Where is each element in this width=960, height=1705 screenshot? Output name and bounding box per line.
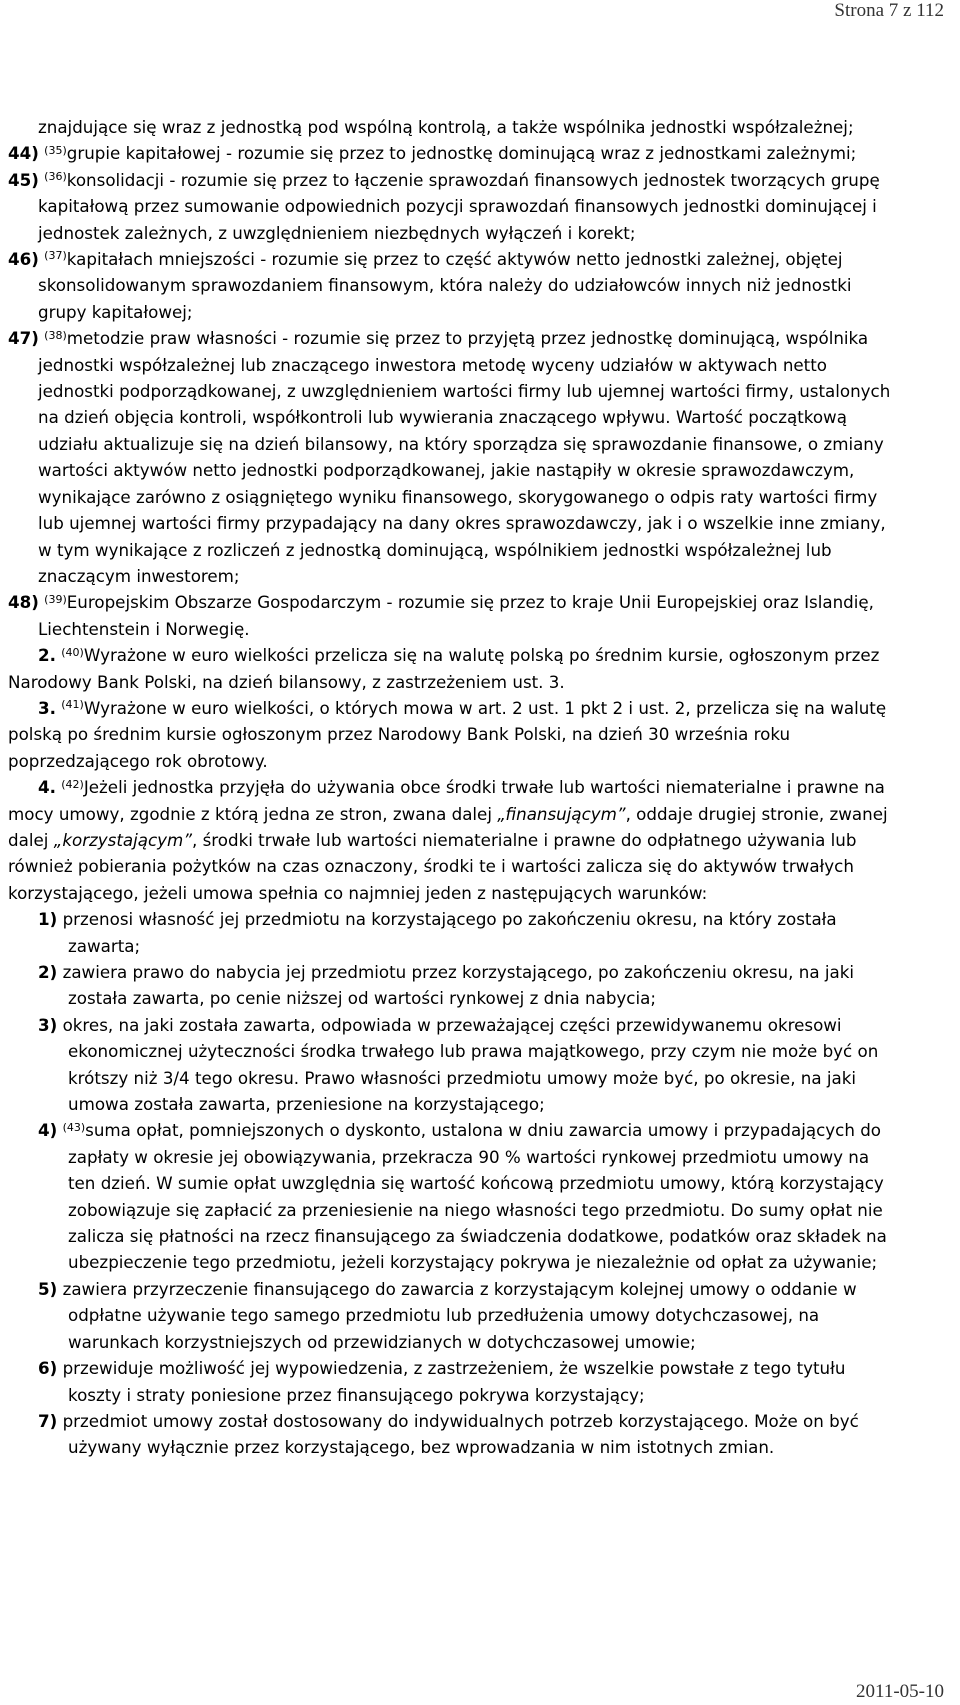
section-text: Wyrażone w euro wielkości przelicza się na walutę polską po średnim kursie, ogłoszonym przez Narodowy Bank Polski, na dzień bilansowy, z zastrzeżeniem ust. 3. [8,645,880,692]
definition-item-45 [8,167,892,246]
item-text: zawiera przyrzeczenie finansującego do zawarcia z korzystającym kolejnej umowy o oddanie w odpłatne używanie tego samego przedmiotu lub przedłużenia umowy dotychczasowej, na warunkach korzystniejszych od przewidzianych w dotychczasowej umowie; [62,1278,857,1352]
item-text: grupie kapitałowej - rozumie się przez to jednostkę dominującą wraz z jednostkami zależnymi; [66,143,857,164]
item-number: 6) [38,1358,58,1379]
footnote-ref: (36) [44,170,67,184]
item-text: przedmiot umowy został dostosowany do indywidualnych potrzeb korzystającego. Może on być używany wyłącznie przez korzystającego, bez wprowadzania w nim istotnych zmian. [62,1410,859,1458]
item-text: przewiduje możliwość jej wypowiedzenia, z zastrzeżeniem, że wszelkie powstałe z tego tytułu koszty i straty poniesione przez finansującego pokrywa korzystający; [62,1358,846,1405]
condition-item-3 [38,1012,892,1118]
section-number: 3. [38,697,56,718]
item-number: 7) [38,1410,58,1431]
item-number: 3) [38,1014,58,1035]
section-2 [8,642,892,695]
item-text: okres, na jaki została zawarta, odpowiada w przeważającej części przewidywanemu okresowi ekonomicznej użyteczności środka trwałego lub prawa majątkowego, przy czym nie może być on krótszy niż 3/4 tego okresu. Prawo własności przedmiotu umowy może być, po okresie, na jaki umowa została zawarta, przeniesione na korzystającego; [62,1014,879,1115]
item-text: suma opłat, pomniejszonych o dyskonto, ustalona w dniu zawarcia umowy i przypadających do zapłaty w okresie jej obowiązywania, przekracza 90 % wartości rynkowej przedmiotu umowy na ten dzień. W sumie opłat uwzględnia się wartość końcową przedmiotu umowy, którą korzystający zobowiązuje się zapłacić za przeniesienie na niego własności tego przedmiotu. Do sumy opłat nie zalicza się płatności na rzecz finansującego za świadczenia dodatkowe, podatków oraz składek na ubezpieczenie tego przedmiotu, jeżeli korzystający pokrywa je niezależnie od opłat za używanie; [68,1120,887,1273]
item-number: 45) [8,169,39,190]
condition-item-7 [38,1408,892,1461]
item-number: 2) [38,962,58,982]
footnote-ref: (41) [61,698,84,712]
item-text: metodzie praw własności - rozumie się przez to przyjętą przez jednostkę dominującą, wspólnika jednostki współzależnej lub znaczącego inwestora metodę wyceny udziałów w aktywach netto jednostki podporządkowanej, z uwzględnieniem wartości firmy lub ujemnej wartości firmy, ustalonych na dzień objęcia kontroli, współkontroli lub wywierania znaczącego wpływu. Wartość początkową udziału aktualizuje się na dzień bilansowy, na który sporządza się sprawozdanie finansowe, o zmiany wartości aktywów netto jednostki podporządkowanej, jakie nastąpiły w okresie sprawozdawczym, wynikające zarówno z osiągniętego wyniku finansowego, skorygowanego o odpis raty wartości firmy lub ujemnej wartości firmy przypadający na dany okres sprawozdawczy, jak i o wszelkie inne zmiany, w tym wynikające z rozliczeń z jednostką dominującą, wspólnikiem jednostki współzależnej lub znaczącym inwestorem; [38,328,891,586]
section-3 [8,695,892,774]
condition-item-4 [38,1117,892,1275]
footnote-ref: (43) [62,1120,86,1134]
document-date: 2011-05-10 [856,1681,944,1702]
item-number: 44) [8,143,39,164]
item-number: 4) [38,1120,58,1141]
section-text-part: , środki trwałe lub wartości niematerialne i prawne do odpłatnego używania lub również pobierania pożytków na czas oznaczony, środki te i wartości zalicza się do aktywów trwałych korzystającego, jeżeli umowa spełnia co najmniej jeden z następujących warunków: [8,829,857,903]
section-number: 2. [38,645,56,666]
section-text-part: Jeżeli jednostka przyjęła do używania obce środki trwałe lub wartości niematerialne i prawne na mocy umowy, zgodnie z którą jedna ze stron, zwana dalej [8,777,885,824]
item-number: 5) [38,1278,58,1299]
definition-item-46 [8,246,892,325]
item-text: kapitałach mniejszości - rozumie się przez to część aktywów netto jednostki zależnej, objętej skonsolidowanym sprawozdaniem finansowym, która należy do udziałowców innych niż jednostki grupy kapitałowej; [38,249,852,322]
item-text: konsolidacji - rozumie się przez to łączenie sprawozdań finansowych jednostek tworzących grupę kapitałową przez sumowanie odpowiednich pozycji sprawozdań finansowych jednostki dominującej i jednostek zależnych, z uwzględnieniem niezbędnych wyłączeń i korekt; [38,169,880,243]
item-number: 47) [8,328,39,349]
term-korzystajacy: „korzystającym” [53,829,192,850]
footnote-ref: (42) [61,777,84,791]
section-text-part: , oddaje drugiej stronie, zwanej dalej [8,803,888,850]
condition-item-2 [38,959,892,1012]
definition-item-47 [8,325,892,589]
item-text: przenosi własność jej przedmiotu na korzystającego po zakończeniu okresu, na który została zawarta; [62,909,837,956]
section-number: 4. [38,777,56,798]
footnote-ref: (40) [61,645,84,659]
term-finansujacy: „finansującym” [497,803,626,824]
footnote-ref: (37) [44,249,67,263]
footnote-ref: (35) [44,143,67,157]
item-number: 1) [38,909,58,930]
item-text: Europejskim Obszarze Gospodarczym - rozumie się przez to kraje Unii Europejskiej oraz Islandię, Liechtenstein i Norwegię. [38,592,874,639]
item-text: zawiera prawo do nabycia jej przedmiotu przez korzystającego, po zakończeniu okresu, na jaki została zawarta, po cenie niższej od wartości rynkowej z dnia nabycia; [62,962,855,1009]
section-text: Wyrażone w euro wielkości, o których mowa w art. 2 ust. 1 pkt 2 i ust. 2, przelicza się na walutę polską po średnim kursie ogłoszonym przez Narodowy Bank Polski, na dzień 30 września roku poprzedzającego rok obrotowy. [8,697,887,771]
condition-item-6 [38,1355,892,1408]
item-number: 46) [8,249,39,270]
document-body [8,114,892,1461]
definition-item-48 [8,589,892,642]
paragraph-continuation: znajdujące się wraz z jednostką pod wspólną kontrolą, a także wspólnika jednostki współzależnej; [38,117,854,137]
section-4 [8,774,892,906]
page-number: Strona 7 z 112 [834,0,944,21]
definition-item-44 [8,140,892,166]
condition-item-5 [38,1276,892,1355]
condition-item-1 [38,906,892,959]
footnote-ref: (39) [44,592,67,606]
footnote-ref: (38) [44,328,67,342]
item-number: 48) [8,592,39,613]
